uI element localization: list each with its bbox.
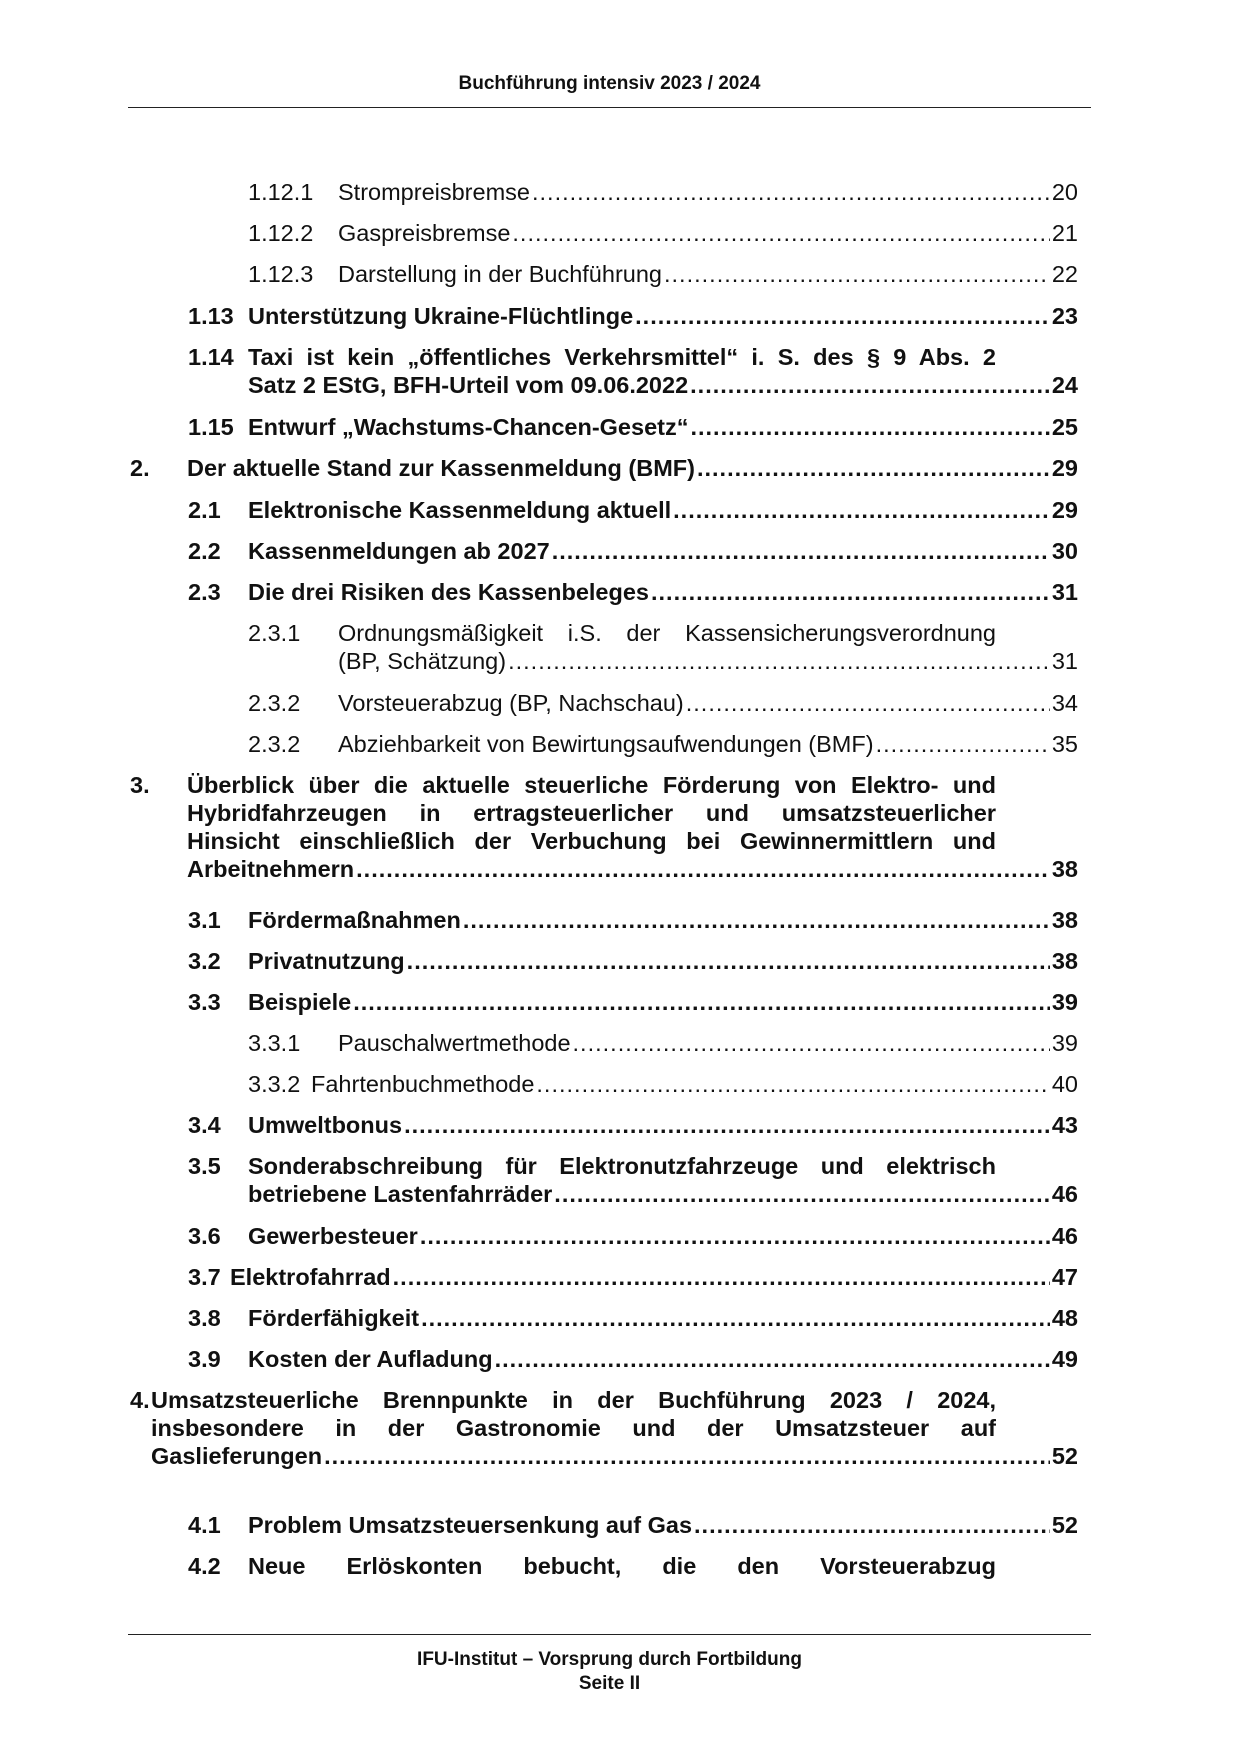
toc-entry[interactable] bbox=[188, 1111, 1078, 1139]
toc-entry-title: Privatnutzung ..... 38 bbox=[248, 947, 1078, 975]
toc-entry-title: Entwurf „Wachstums-Chancen-Gesetz“ ..... 25 bbox=[248, 413, 1078, 441]
toc-entry-title: Sonderabschreibung für Elektronutzfahrzeuge und elektrisch betriebene Lastenfahrräder ..... 46 bbox=[248, 1152, 1078, 1208]
toc-page-number: 21 bbox=[1051, 220, 1078, 246]
footer-institute: IFU-Institut – Vorsprung durch Fortbildung bbox=[417, 1649, 802, 1670]
toc-entry[interactable] bbox=[130, 771, 1078, 883]
toc-entry-number: 3.3.2 bbox=[248, 1071, 301, 1097]
toc-entry[interactable] bbox=[188, 496, 1078, 524]
toc-entry-title: Fördermaßnahmen ..... 38 bbox=[248, 906, 1078, 934]
toc-page-number: 48 bbox=[1051, 1305, 1078, 1331]
toc-entry-title: Pauschalwertmethode ..... 39 bbox=[338, 1029, 1078, 1057]
toc-entry[interactable] bbox=[188, 1263, 1078, 1291]
dot-leader bbox=[463, 906, 1050, 934]
toc-entry-title: Gewerbesteuer ..... 46 bbox=[248, 1222, 1078, 1250]
toc-page-number: 38 bbox=[1051, 907, 1078, 933]
dot-leader bbox=[353, 988, 1050, 1016]
toc-entry-title: Elektrofahrrad ..... 47 bbox=[230, 1263, 1078, 1291]
toc-page-number: 46 bbox=[1051, 1181, 1078, 1207]
toc-entry-number: 4.1 bbox=[188, 1512, 221, 1538]
toc-entry-number: 4.2 bbox=[188, 1553, 221, 1579]
dot-leader bbox=[876, 730, 1050, 758]
toc-entry[interactable] bbox=[248, 1070, 1078, 1098]
toc-entry-title: Abziehbarkeit von Bewirtungsaufwendungen (BMF) ..... 35 bbox=[338, 730, 1078, 758]
toc-entry[interactable] bbox=[188, 413, 1078, 441]
toc-page-number: 46 bbox=[1051, 1223, 1078, 1249]
toc-page-number: 23 bbox=[1051, 303, 1078, 329]
toc-entry-title: Darstellung in der Buchführung ..... 22 bbox=[338, 260, 1078, 288]
toc-entry-number: 3.4 bbox=[188, 1112, 221, 1138]
toc-page-number: 40 bbox=[1051, 1071, 1078, 1097]
toc-entry-title: Überblick über die aktuelle steuerliche Förderung von Elektro- und Hybridfahrzeugen in ertragsteuerlicher und umsatzsteuerlicher Hinsicht einschließlich der Verbuchung bei Gewinnermittlern und Arbeitnehmern ..... 38 bbox=[187, 771, 1078, 883]
toc-entry-number: 2. bbox=[130, 455, 150, 481]
toc-page-number: 52 bbox=[1051, 1443, 1078, 1469]
footer-divider bbox=[128, 1634, 1091, 1635]
dot-leader bbox=[552, 537, 1050, 565]
page-footer bbox=[128, 1648, 1091, 1696]
toc-page-number: 20 bbox=[1051, 179, 1078, 205]
dot-leader bbox=[508, 647, 1050, 675]
toc-entry-title: Elektronische Kassenmeldung aktuell ..... 29 bbox=[248, 496, 1078, 524]
dot-leader bbox=[356, 855, 1050, 883]
toc-entry-number: 2.3.2 bbox=[248, 690, 301, 716]
dot-leader bbox=[495, 1345, 1050, 1373]
toc-entry-number: 2.2 bbox=[188, 538, 221, 564]
toc-entry[interactable] bbox=[130, 1386, 1078, 1470]
toc-entry-number: 3. bbox=[130, 772, 150, 798]
dot-leader bbox=[686, 689, 1050, 717]
dot-leader bbox=[651, 578, 1050, 606]
dot-leader bbox=[694, 1511, 1050, 1539]
toc-page-number: 31 bbox=[1051, 579, 1078, 605]
toc-entry-title: Unterstützung Ukraine-Flüchtlinge ..... 23 bbox=[248, 302, 1078, 330]
toc-entry[interactable] bbox=[188, 988, 1078, 1016]
toc-entry-number: 2.3.2 bbox=[248, 731, 301, 757]
dot-leader bbox=[690, 413, 1049, 441]
toc-entry-title: Problem Umsatzsteuersenkung auf Gas ..... 52 bbox=[248, 1511, 1078, 1539]
toc-entry-number: 3.2 bbox=[188, 948, 221, 974]
dot-leader bbox=[690, 371, 1050, 399]
toc-page-number: 43 bbox=[1051, 1112, 1078, 1138]
header-divider bbox=[128, 107, 1091, 108]
toc-entry-title: Fahrtenbuchmethode ..... 40 bbox=[311, 1070, 1078, 1098]
toc-entry-title: Der aktuelle Stand zur Kassenmeldung (BMF) ..... 29 bbox=[187, 454, 1078, 482]
toc-entry[interactable] bbox=[188, 947, 1078, 975]
toc-entry-title: Umsatzsteuerliche Brennpunkte in der Buchführung 2023 / 2024, insbesondere in der Gastronomie und der Umsatzsteuer auf Gaslieferungen ..... 52 bbox=[151, 1386, 1078, 1470]
toc-entry[interactable] bbox=[188, 1511, 1078, 1539]
toc-page-number: 24 bbox=[1051, 372, 1078, 398]
toc-page-number: 29 bbox=[1051, 455, 1078, 481]
toc-page-number: 25 bbox=[1051, 414, 1078, 440]
dot-leader bbox=[512, 219, 1049, 247]
toc-entry-number: 2.3 bbox=[188, 579, 221, 605]
page-header: Buchführung intensiv 2023 / 2024 bbox=[458, 73, 761, 94]
toc-entry-number: 1.15 bbox=[188, 414, 234, 440]
toc-entry-title: Gaspreisbremse ..... 21 bbox=[338, 219, 1078, 247]
toc-page-number: 38 bbox=[1051, 856, 1078, 882]
toc-entry[interactable] bbox=[130, 454, 1078, 482]
toc-entry-title: Beispiele ..... 39 bbox=[248, 988, 1078, 1016]
toc-page-number: 39 bbox=[1051, 1030, 1078, 1056]
dot-leader bbox=[697, 454, 1050, 482]
toc-entry-number: 3.5 bbox=[188, 1153, 221, 1179]
toc-entry-title: Die drei Risiken des Kassenbeleges ..... 31 bbox=[248, 578, 1078, 606]
toc-entry[interactable] bbox=[188, 1552, 1078, 1580]
toc-entry-title: Kassenmeldungen ab 2027 ..... 30 bbox=[248, 537, 1078, 565]
toc-entry-title: Förderfähigkeit ..... 48 bbox=[248, 1304, 1078, 1332]
toc-entry[interactable] bbox=[188, 1345, 1078, 1373]
toc-entry[interactable] bbox=[248, 260, 1078, 288]
toc-entry-number: 3.9 bbox=[188, 1346, 221, 1372]
toc-page-number: 35 bbox=[1051, 731, 1078, 757]
toc-entry-number: 2.3.1 bbox=[248, 620, 301, 646]
toc-entry-title: Ordnungsmäßigkeit i.S. der Kassensicherungsverordnung (BP, Schätzung) ..... 31 bbox=[338, 619, 1078, 675]
toc-entry-number: 4. bbox=[130, 1387, 150, 1413]
dot-leader bbox=[420, 1222, 1050, 1250]
toc-page-number: 29 bbox=[1051, 497, 1078, 523]
toc-page-number: 31 bbox=[1051, 648, 1078, 674]
toc-entry[interactable] bbox=[248, 219, 1078, 247]
toc-entry[interactable] bbox=[188, 906, 1078, 934]
dot-leader bbox=[554, 1180, 1050, 1208]
toc-entry-number: 3.1 bbox=[188, 907, 221, 933]
toc-entry[interactable] bbox=[188, 343, 1078, 399]
toc-entry-title: Kosten der Aufladung ..... 49 bbox=[248, 1345, 1078, 1373]
toc-entry-number: 3.8 bbox=[188, 1305, 221, 1331]
toc-entry-title: Vorsteuerabzug (BP, Nachschau) ..... 34 bbox=[338, 689, 1078, 717]
toc-page-number: 30 bbox=[1051, 538, 1078, 564]
toc-entry-title: Taxi ist kein „öffentliches Verkehrsmittel“ i. S. des § 9 Abs. 2 Satz 2 EStG, BFH-Urteil vom 09.06.2022 ..... 24 bbox=[248, 343, 1078, 399]
dot-leader bbox=[393, 1263, 1050, 1291]
toc-page-number: 39 bbox=[1051, 989, 1078, 1015]
dot-leader bbox=[573, 1029, 1050, 1057]
dot-leader bbox=[404, 1111, 1050, 1139]
toc-page-number: 38 bbox=[1051, 948, 1078, 974]
toc-entry[interactable] bbox=[248, 689, 1078, 717]
footer-page-number: Seite II bbox=[578, 1673, 641, 1694]
dot-leader bbox=[635, 302, 1050, 330]
toc-page-number: 47 bbox=[1051, 1264, 1078, 1290]
dot-leader bbox=[536, 1070, 1049, 1098]
toc-entry[interactable] bbox=[188, 578, 1078, 606]
toc-entry-number: 1.12.2 bbox=[248, 220, 314, 246]
dot-leader bbox=[532, 178, 1050, 206]
toc-entry[interactable] bbox=[248, 178, 1078, 206]
dot-leader bbox=[324, 1442, 1050, 1470]
toc-entry-number: 2.1 bbox=[188, 497, 221, 523]
dot-leader bbox=[673, 496, 1050, 524]
dot-leader bbox=[664, 260, 1050, 288]
toc-entry-title: Strompreisbremse ..... 20 bbox=[338, 178, 1078, 206]
toc-entry[interactable] bbox=[188, 1222, 1078, 1250]
toc-entry[interactable] bbox=[248, 730, 1078, 758]
toc-entry[interactable] bbox=[188, 537, 1078, 565]
dot-leader bbox=[421, 1304, 1050, 1332]
toc-entry-number: 3.6 bbox=[188, 1223, 221, 1249]
toc-entry[interactable] bbox=[188, 302, 1078, 330]
toc-entry-number: 3.3.1 bbox=[248, 1030, 301, 1056]
toc-entry-title: Umweltbonus ..... 43 bbox=[248, 1111, 1078, 1139]
toc-page-number: 22 bbox=[1051, 261, 1078, 287]
toc-entry-number: 1.13 bbox=[188, 303, 234, 329]
toc-entry[interactable] bbox=[248, 1029, 1078, 1057]
toc-entry[interactable] bbox=[248, 619, 1078, 675]
toc-entry[interactable] bbox=[188, 1152, 1078, 1208]
toc-entry-number: 1.14 bbox=[188, 344, 234, 370]
toc-entry-number: 3.3 bbox=[188, 989, 221, 1015]
toc-page-number: 52 bbox=[1051, 1512, 1078, 1538]
toc-entry-number: 1.12.3 bbox=[248, 261, 314, 287]
toc-entry-title: Neue Erlöskonten bebucht, die den Vorsteuerabzug bbox=[248, 1553, 996, 1579]
toc-entry-number: 1.12.1 bbox=[248, 179, 314, 205]
toc-page-number: 49 bbox=[1051, 1346, 1078, 1372]
toc-entry-number: 3.7 bbox=[188, 1264, 221, 1290]
dot-leader bbox=[407, 947, 1050, 975]
toc-page-number: 34 bbox=[1051, 690, 1078, 716]
toc-entry[interactable] bbox=[188, 1304, 1078, 1332]
